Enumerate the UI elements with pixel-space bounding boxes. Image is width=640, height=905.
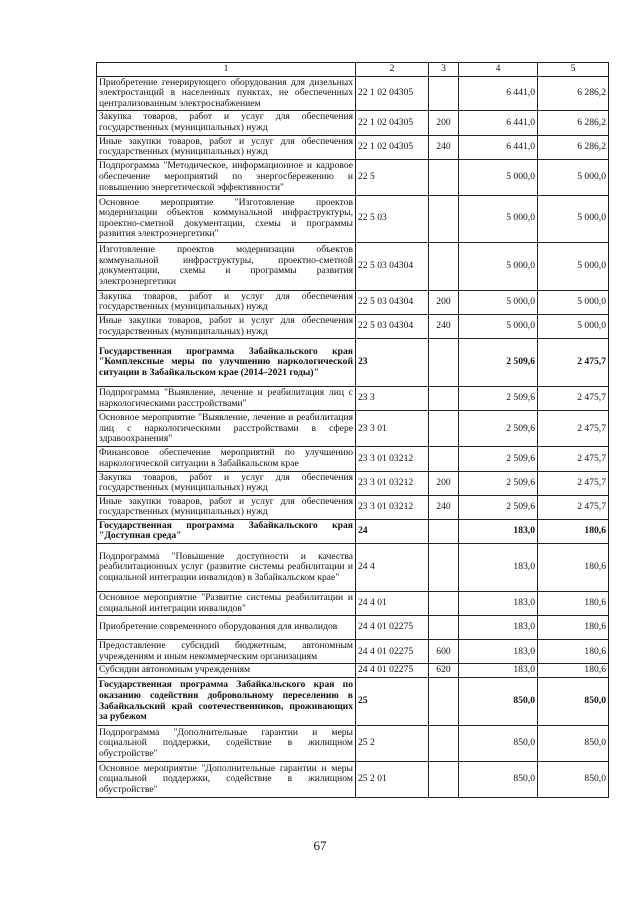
row-value-2020-cell: 850,0 (459, 762, 538, 798)
row-value-2021-cell: 5 000,0 (538, 242, 609, 290)
table-row (97, 640, 609, 664)
header-cell-2: 2 (356, 63, 429, 77)
table-row (97, 592, 609, 616)
row-code-cell: 23 3 01 (356, 411, 429, 447)
row-name-cell: Закупка товаров, работ и услуг для обеспечения государственных (муниципальных) нужд (97, 290, 356, 314)
row-value-2020-cell: 2 509,6 (459, 495, 538, 519)
table-body (97, 76, 609, 797)
row-value-2021-cell: 2 475,7 (538, 495, 609, 519)
row-vr-cell (429, 76, 459, 111)
row-name-cell: Приобретение современного оборудования для инвалидов (97, 616, 356, 640)
row-name-cell: Иные закупки товаров, работ и услуг для обеспечения государственных (муниципальных) нужд (97, 314, 356, 338)
table-row (97, 159, 609, 195)
row-code-cell: 23 3 01 03212 (356, 471, 429, 495)
row-code-cell: 22 1 02 04305 (356, 76, 429, 111)
row-vr-cell: 620 (429, 664, 459, 678)
row-vr-cell (429, 242, 459, 290)
table-row (97, 76, 609, 111)
row-code-cell: 22 1 02 04305 (356, 135, 429, 159)
row-value-2020-cell: 183,0 (459, 664, 538, 678)
row-value-2021-cell: 2 475,7 (538, 447, 609, 471)
row-name-cell: Иные закупки товаров, работ и услуг для обеспечения государственных (муниципальных) нужд (97, 495, 356, 519)
row-value-2021-cell: 180,6 (538, 519, 609, 543)
row-value-2021-cell: 180,6 (538, 592, 609, 616)
row-name-cell: Государственная программа Забайкальского края по оказанию содействия добровольному переселению в Забайкальский край соотечественников, проживающих за рубежом (97, 678, 356, 726)
row-value-2020-cell: 183,0 (459, 592, 538, 616)
row-vr-cell (429, 339, 459, 387)
row-vr-cell: 200 (429, 290, 459, 314)
table-row (97, 519, 609, 543)
row-value-2021-cell: 5 000,0 (538, 195, 609, 242)
row-name-cell: Финансовое обеспечение мероприятий по улучшению наркологической ситуации в Забайкальском крае (97, 447, 356, 471)
row-value-2020-cell: 2 509,6 (459, 387, 538, 411)
row-code-cell: 25 (356, 678, 429, 726)
row-value-2021-cell: 2 475,7 (538, 411, 609, 447)
row-vr-cell (429, 762, 459, 798)
table-row (97, 471, 609, 495)
row-name-cell: Подпрограмма "Выявление, лечение и реабилитация лиц с наркологическими расстройствами" (97, 387, 356, 411)
table-row (97, 616, 609, 640)
row-code-cell: 24 4 01 (356, 592, 429, 616)
row-name-cell: Приобретение генерирующего оборудования для дизельных электростанций в населенных пунктах, не обеспеченных централизованным электроснабжением (97, 76, 356, 111)
table-row (97, 290, 609, 314)
row-name-cell: Подпрограмма "Дополнительные гарантии и меры социальной поддержки, содействие в жилищном обустройстве" (97, 726, 356, 762)
row-vr-cell (429, 519, 459, 543)
table-row (97, 762, 609, 798)
row-value-2020-cell: 850,0 (459, 678, 538, 726)
row-value-2020-cell: 183,0 (459, 544, 538, 592)
row-vr-cell (429, 447, 459, 471)
row-value-2021-cell: 6 286,2 (538, 76, 609, 111)
row-code-cell: 23 3 01 03212 (356, 495, 429, 519)
row-name-cell: Основное мероприятие "Изготовление проектов модернизации объектов коммунальной инфраструктуры, проектно-сметной документации, схемы и программы развития электроэнергетики" (97, 195, 356, 242)
table-row (97, 314, 609, 338)
table-row (97, 678, 609, 726)
row-value-2021-cell: 2 475,7 (538, 387, 609, 411)
row-name-cell: Изготовление проектов модернизации объектов коммунальной инфраструктуры, проектно-сметной документации, схемы и программы развития электроэнергетики (97, 242, 356, 290)
row-value-2020-cell: 5 000,0 (459, 290, 538, 314)
row-vr-cell: 240 (429, 314, 459, 338)
row-code-cell: 24 4 01 02275 (356, 640, 429, 664)
row-vr-cell (429, 678, 459, 726)
table-row (97, 195, 609, 242)
row-value-2020-cell: 2 509,6 (459, 447, 538, 471)
row-value-2020-cell: 5 000,0 (459, 195, 538, 242)
row-value-2020-cell: 183,0 (459, 640, 538, 664)
row-value-2020-cell: 2 509,6 (459, 471, 538, 495)
table-row (97, 411, 609, 447)
row-code-cell: 25 2 01 (356, 762, 429, 798)
document-page (96, 62, 608, 798)
row-code-cell: 23 (356, 339, 429, 387)
row-code-cell: 22 5 03 04304 (356, 242, 429, 290)
row-code-cell: 22 1 02 04305 (356, 111, 429, 135)
row-vr-cell: 600 (429, 640, 459, 664)
row-name-cell: Основное мероприятие "Развитие системы реабилитации и социальной интеграции инвалидов" (97, 592, 356, 616)
row-name-cell: Подпрограмма "Повышение доступности и качества реабилитационных услуг (развитие системы реабилитации и социальной интеграции инвалидов) в Забайкальском крае" (97, 544, 356, 592)
row-value-2021-cell: 2 475,7 (538, 471, 609, 495)
row-vr-cell (429, 387, 459, 411)
table-row (97, 544, 609, 592)
row-value-2020-cell: 6 441,0 (459, 111, 538, 135)
row-name-cell: Закупка товаров, работ и услуг для обеспечения государственных (муниципальных) нужд (97, 111, 356, 135)
header-cell-4: 4 (459, 63, 538, 77)
row-name-cell: Основное мероприятие "Дополнительные гарантии и меры социальной поддержки, содействие в жилищном обустройстве" (97, 762, 356, 798)
table-row (97, 242, 609, 290)
row-vr-cell (429, 195, 459, 242)
row-value-2020-cell: 850,0 (459, 726, 538, 762)
row-vr-cell: 200 (429, 471, 459, 495)
header-cell-1: 1 (97, 63, 356, 77)
row-name-cell: Иные закупки товаров, работ и услуг для обеспечения государственных (муниципальных) нужд (97, 135, 356, 159)
row-name-cell: Субсидии автономным учреждениям (97, 664, 356, 678)
table-row (97, 726, 609, 762)
row-value-2020-cell: 5 000,0 (459, 242, 538, 290)
table-row (97, 495, 609, 519)
row-vr-cell (429, 616, 459, 640)
row-vr-cell: 240 (429, 495, 459, 519)
table-row (97, 111, 609, 135)
row-code-cell: 22 5 03 04304 (356, 314, 429, 338)
row-value-2021-cell: 5 000,0 (538, 159, 609, 195)
table-header-row (97, 63, 609, 77)
row-vr-cell: 200 (429, 111, 459, 135)
row-value-2021-cell: 6 286,2 (538, 111, 609, 135)
table-row (97, 664, 609, 678)
row-value-2020-cell: 6 441,0 (459, 135, 538, 159)
row-value-2021-cell: 180,6 (538, 640, 609, 664)
row-name-cell: Государственная программа Забайкальского края "Комплексные меры по улучшению наркологической ситуации в Забайкальском крае (2014–2021 годы)" (97, 339, 356, 387)
row-value-2020-cell: 2 509,6 (459, 339, 538, 387)
row-value-2020-cell: 183,0 (459, 519, 538, 543)
row-vr-cell (429, 159, 459, 195)
table-row (97, 339, 609, 387)
row-code-cell: 22 5 03 (356, 195, 429, 242)
row-name-cell: Подпрограмма "Методическое, информационное и кадровое обеспечение мероприятий по энергосбережению и повышению энергетической эффективности" (97, 159, 356, 195)
budget-table (96, 62, 609, 798)
row-code-cell: 22 5 03 04304 (356, 290, 429, 314)
row-value-2021-cell: 6 286,2 (538, 135, 609, 159)
row-value-2021-cell: 5 000,0 (538, 314, 609, 338)
row-code-cell: 23 3 01 03212 (356, 447, 429, 471)
row-value-2021-cell: 180,6 (538, 664, 609, 678)
row-value-2020-cell: 183,0 (459, 616, 538, 640)
row-value-2020-cell: 5 000,0 (459, 159, 538, 195)
table-row (97, 135, 609, 159)
row-code-cell: 25 2 (356, 726, 429, 762)
header-cell-3: 3 (429, 63, 459, 77)
row-vr-cell (429, 592, 459, 616)
row-vr-cell (429, 544, 459, 592)
row-value-2020-cell: 5 000,0 (459, 314, 538, 338)
row-vr-cell (429, 726, 459, 762)
row-name-cell: Закупка товаров, работ и услуг для обеспечения государственных (муниципальных) нужд (97, 471, 356, 495)
table-row (97, 447, 609, 471)
row-vr-cell: 240 (429, 135, 459, 159)
row-name-cell: Предоставление субсидий бюджетным, автономным учреждениям и иным некоммерческим организациям (97, 640, 356, 664)
row-value-2021-cell: 180,6 (538, 616, 609, 640)
row-value-2021-cell: 2 475,7 (538, 339, 609, 387)
row-vr-cell (429, 411, 459, 447)
row-value-2020-cell: 2 509,6 (459, 411, 538, 447)
row-code-cell: 23 3 (356, 387, 429, 411)
row-value-2021-cell: 180,6 (538, 544, 609, 592)
row-value-2021-cell: 850,0 (538, 678, 609, 726)
row-value-2021-cell: 850,0 (538, 762, 609, 798)
row-value-2021-cell: 850,0 (538, 726, 609, 762)
row-code-cell: 22 5 (356, 159, 429, 195)
page-number: 67 (313, 838, 327, 853)
row-name-cell: Государственная программа Забайкальского края "Доступная среда" (97, 519, 356, 543)
row-value-2021-cell: 5 000,0 (538, 290, 609, 314)
row-name-cell: Основное мероприятие "Выявление, лечение и реабилитация лиц с наркологическими расстройствами в сфере здравоохранения" (97, 411, 356, 447)
table-row (97, 387, 609, 411)
header-cell-5: 5 (538, 63, 609, 77)
row-value-2020-cell: 6 441,0 (459, 76, 538, 111)
row-code-cell: 24 4 01 02275 (356, 616, 429, 640)
row-code-cell: 24 (356, 519, 429, 543)
row-code-cell: 24 4 (356, 544, 429, 592)
row-code-cell: 24 4 01 02275 (356, 664, 429, 678)
